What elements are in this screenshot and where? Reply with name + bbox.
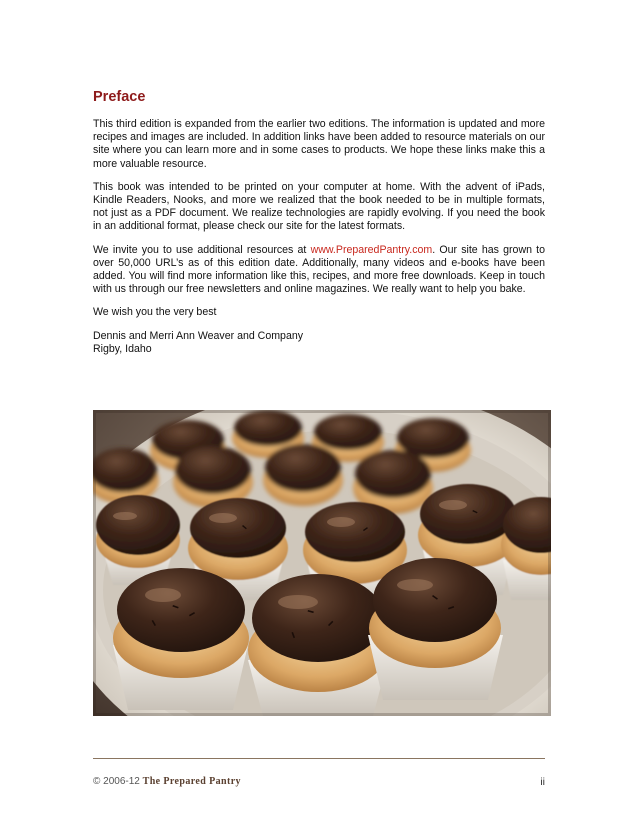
page-footer (93, 758, 545, 795)
copyright-owner: The Prepared Pantry (142, 776, 241, 787)
signature-line-2: Rigby, Idaho (93, 342, 152, 355)
paragraph-3-text-after-link: . Our site has grown to over 50,000 URL’s as of this edition date. Additionally, many videos and e-books have been added. You will find more information like this, recipes, and more free downloads. Keep in touch with us through our free newsletters and online magazines. We really want to help you bake. (93, 243, 545, 296)
signature-line-1: Dennis and Merri Ann Weaver and Company (93, 329, 304, 342)
paragraph-3-text-before-link: We invite you to use additional resources at (93, 243, 311, 256)
copyright-notice (93, 776, 241, 787)
preface-heading: Preface (93, 89, 146, 105)
cream-puffs-photo (93, 410, 551, 716)
preface-paragraph-2: This book was intended to be printed on your computer at home. With the advent of iPads, Kindle Readers, Nooks, and more we realized that the book needed to be in multiple formats, not just as a PDF document. We realize technologies are rapidly evolving. If you need the book in an additional format, please check our site for the latest formats. (93, 180, 545, 233)
copyright-prefix: © 2006-12 (93, 776, 143, 787)
preface-paragraph-3 (93, 244, 545, 297)
page-number: ii (540, 776, 545, 788)
closing-line: We wish you the very best (93, 306, 217, 319)
prepared-pantry-link[interactable]: www.PreparedPantry.com (310, 243, 433, 256)
preface-paragraph-1: This third edition is expanded from the earlier two editions. The information is updated and more recipes and images are included. In addition links have been added to resource materials on our site where you can learn more and in some cases to products. We hope these links make this a more valuable resource. (93, 118, 545, 170)
preface-section (93, 88, 545, 356)
